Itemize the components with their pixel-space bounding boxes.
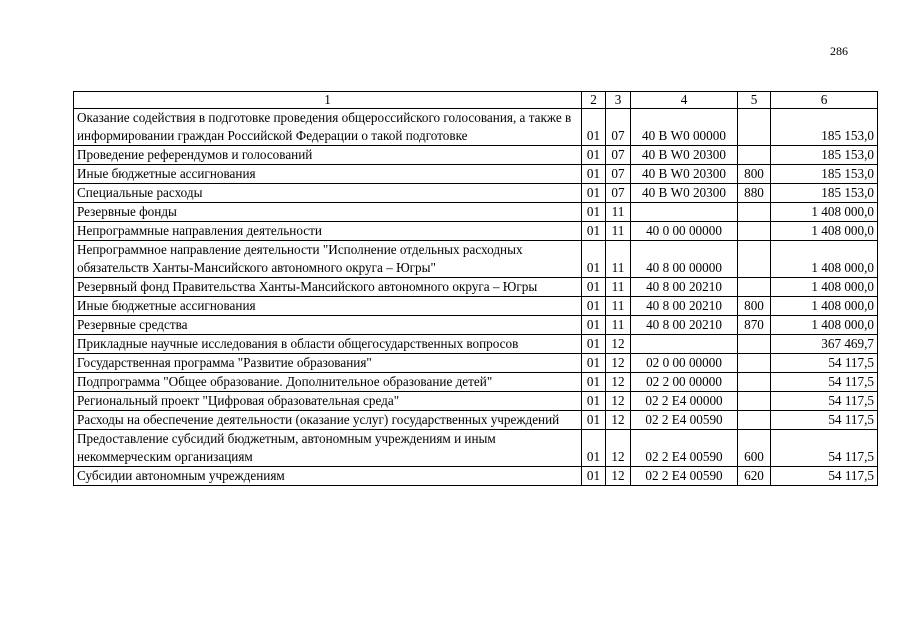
- budget-table: [73, 91, 878, 486]
- section-code-cell: 01: [582, 184, 606, 203]
- row-name-cell: Прикладные научные исследования в области общегосударственных вопросов: [74, 335, 582, 354]
- target-item-cell: 40 В W0 20300: [631, 146, 738, 165]
- target-item-cell: 40 8 00 00000: [631, 241, 738, 278]
- amount-cell: 185 153,0: [771, 146, 878, 165]
- row-name-cell: Оказание содействия в подготовке проведения общероссийского голосования, а также в информировании граждан Российской Федерации о такой подготовке: [74, 109, 582, 146]
- expense-type-cell: [738, 373, 771, 392]
- subsection-code-cell: 07: [606, 109, 631, 146]
- section-code-cell: 01: [582, 297, 606, 316]
- section-code-cell: 01: [582, 411, 606, 430]
- table-row: [74, 430, 878, 467]
- section-code-cell: 01: [582, 430, 606, 467]
- section-code-cell: 01: [582, 146, 606, 165]
- expense-type-cell: [738, 241, 771, 278]
- table-row: [74, 411, 878, 430]
- subsection-code-cell: 11: [606, 316, 631, 335]
- subsection-code-cell: 12: [606, 467, 631, 486]
- amount-cell: 54 117,5: [771, 467, 878, 486]
- expense-type-cell: [738, 392, 771, 411]
- header-cell: 2: [582, 92, 606, 109]
- amount-cell: 1 408 000,0: [771, 222, 878, 241]
- expense-type-cell: 800: [738, 297, 771, 316]
- row-name-cell: Иные бюджетные ассигнования: [74, 165, 582, 184]
- table-row: [74, 335, 878, 354]
- target-item-cell: 02 2 Е4 00590: [631, 411, 738, 430]
- table-row: [74, 373, 878, 392]
- page-number: 286: [830, 44, 848, 58]
- header-cell: 1: [74, 92, 582, 109]
- target-item-cell: 02 2 Е4 00000: [631, 392, 738, 411]
- row-name-cell: Расходы на обеспечение деятельности (оказание услуг) государственных учреждений: [74, 411, 582, 430]
- table-row: [74, 316, 878, 335]
- expense-type-cell: 600: [738, 430, 771, 467]
- target-item-cell: 40 8 00 20210: [631, 297, 738, 316]
- row-name-cell: Иные бюджетные ассигнования: [74, 297, 582, 316]
- subsection-code-cell: 11: [606, 278, 631, 297]
- amount-cell: 185 153,0: [771, 109, 878, 146]
- subsection-code-cell: 11: [606, 222, 631, 241]
- target-item-cell: 40 В W0 20300: [631, 184, 738, 203]
- amount-cell: 1 408 000,0: [771, 241, 878, 278]
- amount-cell: 1 408 000,0: [771, 316, 878, 335]
- row-name-cell: Предоставление субсидий бюджетным, автономным учреждениям и иным некоммерческим организациям: [74, 430, 582, 467]
- section-code-cell: 01: [582, 354, 606, 373]
- table-row: [74, 354, 878, 373]
- target-item-cell: [631, 203, 738, 222]
- target-item-cell: 40 0 00 00000: [631, 222, 738, 241]
- row-name-cell: Непрограммные направления деятельности: [74, 222, 582, 241]
- row-name-cell: Резервный фонд Правительства Ханты-Мансийского автономного округа – Югры: [74, 278, 582, 297]
- table-row: [74, 241, 878, 278]
- target-item-cell: 02 2 00 00000: [631, 373, 738, 392]
- subsection-code-cell: 07: [606, 165, 631, 184]
- header-row: [74, 92, 878, 109]
- amount-cell: 185 153,0: [771, 184, 878, 203]
- section-code-cell: 01: [582, 222, 606, 241]
- amount-cell: 54 117,5: [771, 354, 878, 373]
- target-item-cell: 40 В W0 00000: [631, 109, 738, 146]
- table-row: [74, 392, 878, 411]
- table-row: [74, 165, 878, 184]
- header-cell: 3: [606, 92, 631, 109]
- subsection-code-cell: 12: [606, 373, 631, 392]
- amount-cell: 54 117,5: [771, 411, 878, 430]
- expense-type-cell: [738, 146, 771, 165]
- expense-type-cell: [738, 335, 771, 354]
- row-name-cell: Резервные средства: [74, 316, 582, 335]
- section-code-cell: 01: [582, 335, 606, 354]
- section-code-cell: 01: [582, 241, 606, 278]
- row-name-cell: Региональный проект "Цифровая образовательная среда": [74, 392, 582, 411]
- subsection-code-cell: 07: [606, 146, 631, 165]
- header-cell: 6: [771, 92, 878, 109]
- section-code-cell: 01: [582, 203, 606, 222]
- subsection-code-cell: 12: [606, 411, 631, 430]
- table-row: [74, 297, 878, 316]
- section-code-cell: 01: [582, 467, 606, 486]
- subsection-code-cell: 12: [606, 430, 631, 467]
- expense-type-cell: [738, 354, 771, 373]
- amount-cell: 1 408 000,0: [771, 278, 878, 297]
- subsection-code-cell: 12: [606, 354, 631, 373]
- table-row: [74, 222, 878, 241]
- target-item-cell: 02 0 00 00000: [631, 354, 738, 373]
- subsection-code-cell: 11: [606, 297, 631, 316]
- header-cell: 4: [631, 92, 738, 109]
- subsection-code-cell: 12: [606, 392, 631, 411]
- expense-type-cell: [738, 278, 771, 297]
- header-cell: 5: [738, 92, 771, 109]
- target-item-cell: 40 8 00 20210: [631, 316, 738, 335]
- table-row: [74, 278, 878, 297]
- table-row: [74, 146, 878, 165]
- row-name-cell: Субсидии автономным учреждениям: [74, 467, 582, 486]
- amount-cell: 54 117,5: [771, 373, 878, 392]
- amount-cell: 54 117,5: [771, 430, 878, 467]
- table-row: [74, 109, 878, 146]
- section-code-cell: 01: [582, 109, 606, 146]
- section-code-cell: 01: [582, 316, 606, 335]
- target-item-cell: 40 В W0 20300: [631, 165, 738, 184]
- expense-type-cell: 870: [738, 316, 771, 335]
- expense-type-cell: [738, 411, 771, 430]
- expense-type-cell: 800: [738, 165, 771, 184]
- subsection-code-cell: 12: [606, 335, 631, 354]
- expense-type-cell: 880: [738, 184, 771, 203]
- row-name-cell: Специальные расходы: [74, 184, 582, 203]
- row-name-cell: Проведение референдумов и голосований: [74, 146, 582, 165]
- amount-cell: 367 469,7: [771, 335, 878, 354]
- amount-cell: 54 117,5: [771, 392, 878, 411]
- target-item-cell: [631, 335, 738, 354]
- amount-cell: 1 408 000,0: [771, 203, 878, 222]
- table-row: [74, 184, 878, 203]
- amount-cell: 185 153,0: [771, 165, 878, 184]
- expense-type-cell: [738, 203, 771, 222]
- row-name-cell: Подпрограмма "Общее образование. Дополнительное образование детей": [74, 373, 582, 392]
- table-row: [74, 467, 878, 486]
- table-row: [74, 203, 878, 222]
- target-item-cell: 40 8 00 20210: [631, 278, 738, 297]
- expense-type-cell: [738, 109, 771, 146]
- amount-cell: 1 408 000,0: [771, 297, 878, 316]
- expense-type-cell: 620: [738, 467, 771, 486]
- row-name-cell: Непрограммное направление деятельности "Исполнение отдельных расходных обязательств Ханты-Мансийского автономного округа – Югры": [74, 241, 582, 278]
- subsection-code-cell: 11: [606, 203, 631, 222]
- section-code-cell: 01: [582, 278, 606, 297]
- section-code-cell: 01: [582, 165, 606, 184]
- expense-type-cell: [738, 222, 771, 241]
- section-code-cell: 01: [582, 373, 606, 392]
- subsection-code-cell: 11: [606, 241, 631, 278]
- subsection-code-cell: 07: [606, 184, 631, 203]
- row-name-cell: Резервные фонды: [74, 203, 582, 222]
- section-code-cell: 01: [582, 392, 606, 411]
- target-item-cell: 02 2 Е4 00590: [631, 467, 738, 486]
- row-name-cell: Государственная программа "Развитие образования": [74, 354, 582, 373]
- target-item-cell: 02 2 Е4 00590: [631, 430, 738, 467]
